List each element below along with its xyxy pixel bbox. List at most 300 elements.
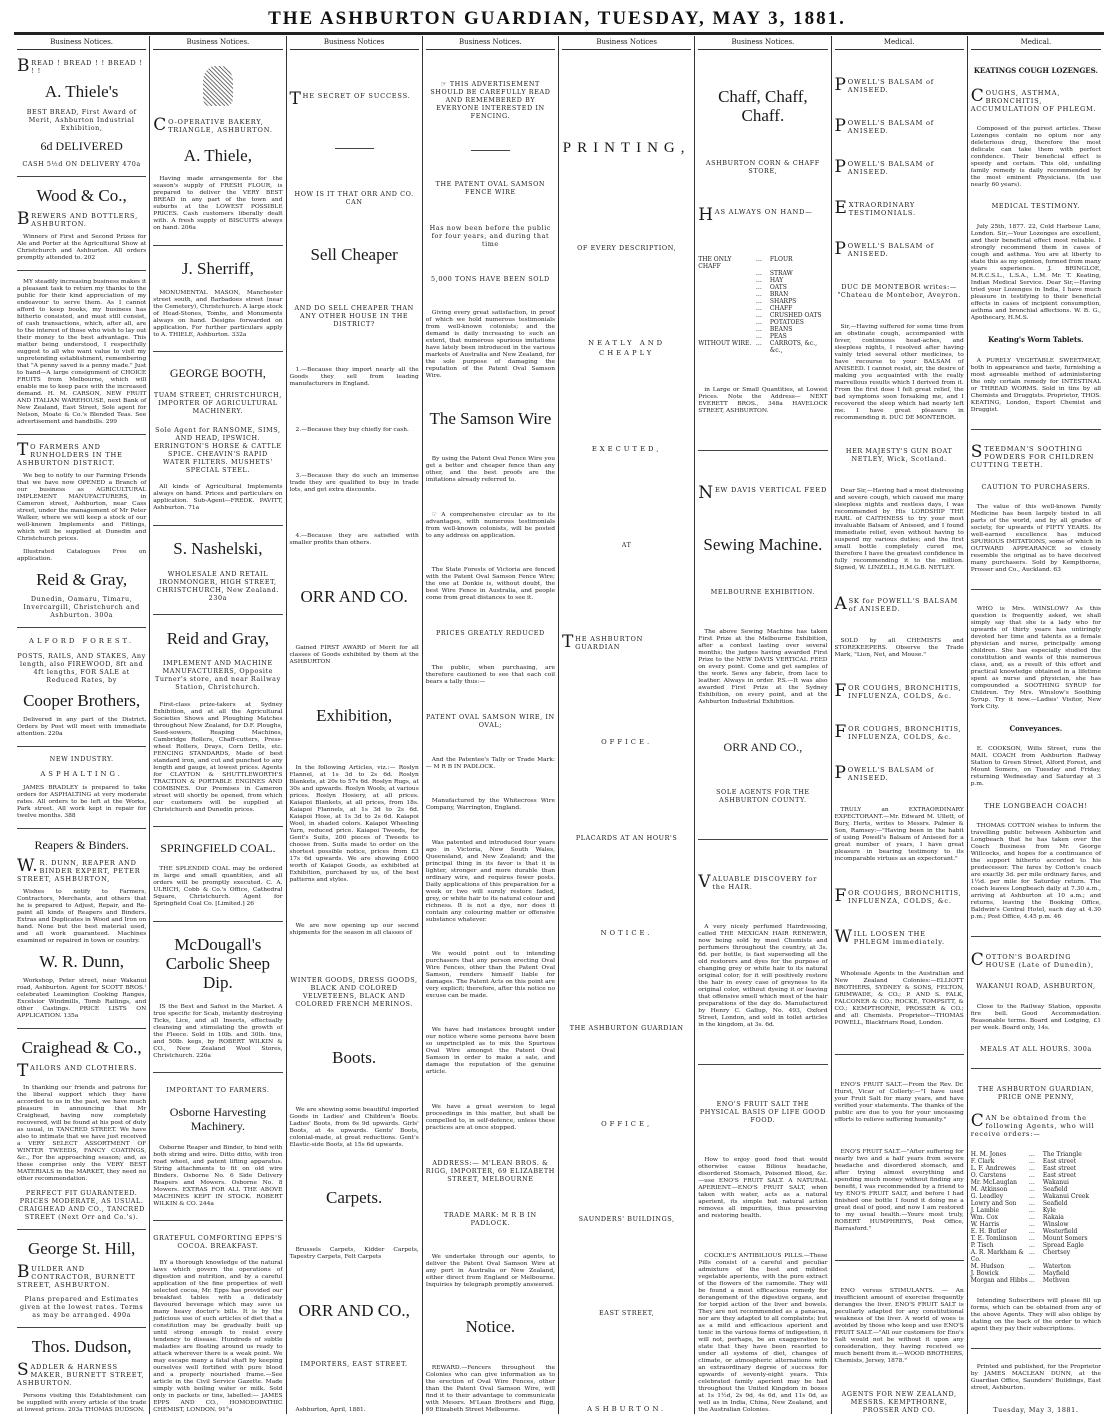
list-place: CRUSHED OATS <box>769 312 822 319</box>
divider <box>335 148 374 149</box>
advert-text: The State Forests of Victoria are fenced with the Patent Oval Samson Fence Wire; the one at Donkie is, without doubt, the best Wire Fence in Australia, and people come from great distances to see it. <box>425 567 555 602</box>
advert-text: OFFICE. <box>601 738 653 747</box>
advert-text: We are showing some beautiful imported Goods in Ladies' and Children's Boots. Ladies' Boots, from 6s 9d upwards. Girls' Boots, at 4s upwards. Gents' Boots, colonial-made, at great reductions. Gent's Elastic-side Boots, at 15s 6d upwards. <box>289 1106 419 1148</box>
advert-text: EAST STREET, <box>598 1309 655 1318</box>
leader-dots: … <box>1028 1207 1035 1215</box>
advert-headline: ORR AND CO., <box>298 1301 410 1321</box>
advert-text: PERFECT FIT GUARANTEED. PRICES MODERATE, AS USUAL. CRAIGHEAD AND CO., TANCRED STREET (Next Orr and Co.'s). <box>18 1188 145 1221</box>
advert-text: Workshop, Peter street, near Wakanui road, Ashburton. Agent for SCOTT BROS.' celebrated Leamington Cooking Ranges, Excelsior Windmills, Tomb Railings, and other Castings. PRICE LISTS ON APPLICATION. 135a <box>17 978 147 1019</box>
advert-text: JAMES BRADLEY is prepared to take orders for ASPHALTING at very moderate rates. All orders to be left at the Works, Park street. All work kept in repair for twelve months. 388 <box>17 785 147 820</box>
advert-text: A very nicely perfumed Hairdressing, called THE MEXICAN HAIR RENEWER, now being sold by most Chemists and perfumers throughout the country, at 3s. 6d. per bottle, is fast superseding all the old restorers and dyes for the purpose of changing grey or white hair to its natural original color, for it will positively restore the hair in every case of greyness to its original color, without dyeing it or leaving that offensive smell which most of the hair preparations of the day do. Manufactured by Henry C. Gallup, No. 493, Oxford Street, London, and sold in toilet articles in the kingdom, at 3s. 6d. <box>698 924 828 1028</box>
advert-text: IMPLEMENT AND MACHINE MANUFACTURERS, Opposite Turner's store, and near Railway Station, Christchurch. <box>154 659 281 691</box>
advert-text: AND DO SELL CHEAPER THAN ANY OTHER HOUSE IN THE DISTRICT? <box>294 304 414 329</box>
advert-text: HOW IS IT THAT ORR AND CO. CAN <box>294 189 414 206</box>
divider <box>835 1260 964 1261</box>
advert-text: How to enjoy good food that would otherwise cause Bilious headache, disordered Stomach, Poisoned Blood, &c.—use ENO'S FRUIT SALT. A NATURAL APERIENT.—ENO'S FRUIT SALT, when taken with water, acts as a natural aperient, its simple but natural action removes all impurities, thus preserving and restoring health. <box>698 1157 828 1219</box>
divider <box>971 936 1101 937</box>
leader-dots: … <box>1028 1165 1035 1173</box>
list-name <box>698 319 756 326</box>
advert-headline: Chaff, Chaff, Chaff. <box>718 87 808 125</box>
leader-dots: … <box>755 256 762 263</box>
list-place: POTATOES <box>769 319 804 326</box>
advert-text: We have had instances brought under our notice where some persons have been so unprincipled as to mix the Spurious Oval Wire amongst the Patent Oval Samson in order to make a sale, and damage the reputation of the genuine article. <box>425 1027 555 1076</box>
advert-text: Has now been before the public for four years, and during that time <box>429 223 552 248</box>
section-heading: Keating's Worm Tablets. <box>988 335 1084 345</box>
wheat-sheaf-illustration <box>203 66 233 106</box>
advert-subheadline: SPRINGFIELD COAL. <box>160 840 276 855</box>
leader-dots: … <box>755 298 762 305</box>
divider <box>17 627 146 628</box>
advert-headline: Thos. Dudson, <box>31 1336 132 1356</box>
advert-subheadline: GEORGE BOOTH, <box>169 365 266 380</box>
advert-headline: Wood & Co., <box>36 185 127 205</box>
advert-text: ASHBURTON. <box>587 1404 667 1413</box>
column-header: Business Notices <box>562 36 691 50</box>
advert-text: We beg to notify to our Farming Friends that we have now OPENED a Branch of our business as AGRICULTURAL IMPLEMENT MANUFACTURERS, in Cameron street, Ashburton, near Cass street, under the management of Mr Peter Walker, where we will keep a stock of our well-known Implements and Fittings, which will be supplied at Dunedin and Christchurch prices. <box>17 472 147 542</box>
advert-text: MY steadily increasing business makes it a pleasant task to return my thanks to the public for their kind appreciation of my endeavour to serve them. As I cannot afford to keep books, my business has hitherto consisted, and must still consist, of cash transactions, which, after all, are to the interest of those who wish to lay out their money to the best advantage. This matter being understood, I respectfully suggest to all who want value to visit my unpretending establishment, remembering that "A penny saved is a penny made." Just to hand—A large consignment of CHOICE FRUITS from Melbourne, which will enable me to keep pace with the increased demand. H. M. CARSON, NEW FRUIT AND ITALIAN WAREHOUSE, next Bank of New Zealand, East Street, Sole agent for Nelson, Moate & Co.'s Blended Teas. See advertisement and handbills. 299 <box>17 278 147 425</box>
advert-text: THE ASHBURTON GUARDIAN <box>562 632 644 653</box>
leader-dots: … <box>1028 1158 1035 1166</box>
leader-dots: … <box>1028 1263 1035 1271</box>
advert-text: ☞ A comprehensive circular as to its advantages, with numerous testimonials from well-known colonists, will be posted to any address on application. <box>425 511 555 539</box>
advert-text: FOR COUGHS, BRONCHITIS, INFLUENZA, COLDS, &c. <box>834 722 962 743</box>
advert-text: AT <box>621 540 632 549</box>
column-8 <box>968 36 1104 1414</box>
advert-text: Delivered in any part of the District. Orders by Post will meet with immediate attention. 220a <box>17 717 147 738</box>
list-place: CARROTS, &c., &c., <box>769 340 817 354</box>
advert-headline: The Samson Wire <box>429 408 552 428</box>
divider <box>698 1064 827 1065</box>
advert-text: By using the Patent Oval Fence Wire you get a better and cheaper fence than any other, and the best proofs are the imitations already referred to. <box>425 456 555 484</box>
divider <box>971 429 1101 430</box>
advert-text: First-class prize-takers at Sydney Exhibition, and at all the Agricultural Societies Shows and Ploughing Matches throughout New Zealand, for D.F. Ploughs, Seed-sowers, Reaping Machines, Cambridge Rollers, Chaff-cutters, Press-wheel Rollers, Drays, Corn Drills, etc. FENCING STANDARDS, Made of best standard iron, and cut and punched to any length and gauge, at lowest prices. Agents for CLAYTON & SHUTTLEWORTH'S TRACTION & PORTABLE ENGINES AND COMBINES. Our Premises in Cameron street will shortly be opened, from which our customers will be supplied at Christchurch and Dunedin prices. <box>153 701 283 813</box>
advert-headline: Sewing Machine. <box>703 535 823 554</box>
advert-text: Having made arrangements for the season's supply of FRESH FLOUR, is prepared to deliver the VERY BEST BREAD in any part of the town and suburbs at the LOWEST POSSIBLE PRICES. Cash customers liberally dealt with. A fresh supply of BISCUITS always on hand. 206a <box>153 176 283 231</box>
leader-dots: … <box>755 277 762 284</box>
agent-list <box>698 256 827 354</box>
advert-text: COCKLE'S ANTIBILIOUS PILLS.—These Pills consist of a careful and peculiar admixture of the best and mildest vegetable aperients, with the pure extract of the flowers of the camomile. They will be found a most efficacious remedy for derangement of the digestive organs, and for torpid action of the liver and bowels. They are not recommended as a panacea, nor are they adapted to all complaints; but as a mild and efficacious aperient and tonic in the various forms of indigestion, it will not, perhaps, be an exaggeration to state that they have been resorted to under all systems of diet, changes of climate, or atmospheric alternations with an extraordinary degree of success for upwards of seventy-eight years. This celebrated family aperient may be had throughout the United Kingdom in boxes at 1s 1½d, 2s 9d, 4s 6d, and 11s 0d, as well as in India, China, New Zealand, and the Australian Colonies. <box>698 1253 828 1413</box>
divider <box>17 176 146 177</box>
list-name: Lowry and Son <box>970 1200 1017 1208</box>
column-7 <box>832 36 968 1414</box>
list-name: M. Atkinson <box>970 1186 1008 1194</box>
leader-dots: … <box>1028 1249 1035 1257</box>
advert-text: OF EVERY DESCRIPTION, <box>577 243 677 252</box>
list-place: East street <box>1042 1165 1077 1173</box>
advert-text: Wholesale Agents in the Australian and New Zealand Colonies:—ELLIOTT BROTHERS, SYDNEY & SONS, FELTON, GRIMWADE, & CO.; P. AND S. FALK, FALCONER & CO.; ROCKE, TOMPSITT, & CO.; KEMPTHORNE, PROSSER & CO.; and all Chemists. Proprietor—THOMAS POWELL, Blackfriars Road, London. <box>834 970 964 1026</box>
divider <box>153 614 282 615</box>
advert-text: COUGHS, ASTHMA, BRONCHITIS, ACCUMULATION OF PHLEGM. <box>970 85 1097 113</box>
advert-text: 5,000 TONS HAVE BEEN SOLD <box>431 275 550 284</box>
list-place: STRAW <box>769 270 793 277</box>
leader-dots: … <box>1028 1200 1035 1208</box>
list-place: Winslow <box>1042 1221 1069 1229</box>
list-name: Wm. Cox <box>970 1214 999 1222</box>
leader-dots: … <box>755 326 762 333</box>
advert-text: ASHBURTON CORN & CHAFF STORE, <box>705 159 820 175</box>
advert-text: In the following Articles, viz.:— Roslyn Flannel, at 1s 3d to 2s 6d. Roslyn Blankets, at 20s to 57s 6d. Roslyn Rugs, at 30s and upwards. Roslyn Wools, at various prices. Roslyn Hosiery, at all prices. Kaiapoi Blankets, at all prices, from 18s. Kaiapoi Flannels, at 1s 3d to 2s 6d. Kaiapoi Hose, at 1s 3d to 2s 6d. Kaiapoi Wool, in shaded colors. Kaiapoi Wheeling Yarn, reduced price. Kaiapoi Tweeds, for Gent's Suits, 200 pieces of Tweeds to choose from. Suits made to order on the shortest possible notice, prices from £3 17s 6d upwards. We are showing £600 worth of Kaiapoi Goods, as exhibited at Exhibition, purchased by us, of the best patterns and styles. <box>289 765 419 884</box>
divider <box>971 1068 1101 1069</box>
agent-list <box>971 1151 1101 1284</box>
advert-text: EXECUTED, <box>591 445 662 454</box>
advert-text: A PURELY VEGETABLE SWEETMEAT, both in appearance and taste, furnishing a most agreeable method of administering the only certain remedy for INTESTINAL or THREAD WORMS. Sold in tins by all Chemists and Druggists. Proprietor, THOS. KEATING, London, Export Chemist and Druggist. <box>970 357 1101 413</box>
column-6 <box>695 36 831 1414</box>
list-place: Westerfield <box>1042 1228 1078 1236</box>
advert-text: MONUMENTAL MASON, Manchester street south, and Barbadoes street (near the Cemetery), Christchurch. A large stock of Head-Stones, Tombs, and Monuments always on hand. Designs forwarded on application. For further particulars apply to A. THIELE, Ashburton. 332a <box>153 289 283 338</box>
list-place: SHARPS <box>769 298 797 305</box>
leader-dots: … <box>1028 1221 1035 1229</box>
divider <box>17 1229 146 1230</box>
advert-headline: A. Thiele's <box>44 81 119 101</box>
advert-headline: George St. Hill, <box>27 1238 136 1258</box>
advert-headline: McDougall's Carbolic Sheep Dip. <box>165 935 271 992</box>
advert-text: THOMAS COTTON wishes to inform the travelling public between Ashburton and Longbeach that he has taken over the Coach Business from Mr. George Willcocks, and hopes for a continuance of the support hitherto accorded to his predecessor. The fares by Cotton's coach are exactly 3d. per mile ordinary fares, and 1½d. per mile for Saturday return. The coach leaves Longbeach daily at 7.30 a.m., arriving at Ashburton at 10 a.m.; and returns, leaving the Booking Office, Baldwin's Central Hotel, each day at 4.30 p.m.; Post Office, 4.45 p.m. 46 <box>970 823 1101 921</box>
advert-text: Close to the Railway Station, opposite fire bell. Good Accommodation. Reasonable terms. Board and Lodging, £1 per week. Board only, 14s. <box>970 1003 1101 1031</box>
advert-text: WHO is Mrs. WINSLOW? As this question is frequently asked, we shall simply say that she is a lady who for upwards of thirty years has untiringly devoted her time and talents as a female physician and nurse, principally among children. She has especially studied the constitution and wants of this numerous class, and, as a result of this effort and practical knowledge obtained in a lifetime spent as nurse and physician, she has compounded a SOOTHING SYRUP for Children. Try Mrs. Winslow's Soothing Syrup. Try it now.—Ladies' Visitor, New York City. <box>970 605 1101 710</box>
list-place: Kyle <box>1042 1207 1056 1215</box>
advert-text: WHOLESALE AND RETAIL IRONMONGER, HIGH STREET, CHRISTCHURCH, New Zealand. 230a <box>156 569 279 602</box>
divider <box>471 150 510 151</box>
advert-text: CASH 5½d ON DELIVERY 470a <box>22 159 141 168</box>
list-name: Morgan and Hibbs <box>970 1277 1028 1285</box>
advert-text: 4.—Because they are satisfied with smaller profits than others. <box>289 532 419 546</box>
advert-text: WILL LOOSEN THE PHLEGM immediately. <box>834 926 945 947</box>
advert-text: Plans prepared and Estimates given at the lowest rates. Terms as may be arranged. 490a <box>19 1294 144 1319</box>
column-3 <box>287 36 423 1414</box>
leader-dots: … <box>1028 1277 1035 1285</box>
advert-text: BEST BREAD, First Award of Merit, Ashburton Industrial Exhibition, <box>26 107 137 132</box>
advert-headline: Carpets. <box>326 1188 383 1208</box>
advert-text: ADDRESS:— M'LEAN BROS. & RIGG, IMPORTER, 69 ELIZABETH STREET, MELBOURNE <box>425 1159 555 1184</box>
column-header: Medical. <box>971 36 1101 50</box>
divider <box>153 1072 282 1073</box>
advert-text: Winners of First and Second Prizes for Ale and Porter at the Agricultural Show at Christchurch and Ashburton. All orders promptly attended to. 202 <box>17 233 147 261</box>
advert-headline: Boots. <box>332 1047 377 1067</box>
column-1 <box>14 36 150 1414</box>
divider <box>153 525 282 526</box>
divider <box>17 1327 146 1328</box>
column-4 <box>423 36 559 1414</box>
list-place: Spread Eagle <box>1042 1242 1084 1250</box>
advert-text: NEW INDUSTRY. <box>49 755 114 764</box>
list-name <box>698 284 756 291</box>
advert-headline: Sell Cheaper <box>310 245 398 265</box>
list-name: J. Lambie <box>970 1207 1000 1215</box>
newspaper-columns <box>14 36 1104 1414</box>
list-place: Wakanui Creek <box>1042 1193 1090 1201</box>
leader-dots: … <box>1028 1228 1035 1236</box>
list-name: T. E. Tomlinson <box>970 1235 1017 1243</box>
advert-text: BREAD ! BREAD ! ! BREAD ! ! ! <box>17 55 143 76</box>
list-place: Chertsey <box>1042 1249 1071 1257</box>
advert-text: TAILORS AND CLOTHIERS. <box>17 1060 138 1081</box>
column-header: Business Notices. <box>698 36 827 50</box>
advert-text: Composed of the purest articles. These Lozenges contain no opium nor any deleterious drug, therefore the most delicate can take them with perfect confidence. Their beneficial effect is speedy and certain. This old, unfailing family remedy is daily recommended by the most eminent Physicians. (In use nearly 60 years). <box>970 126 1101 189</box>
advert-subheadline: ORR AND CO., <box>723 740 803 754</box>
advert-text: THE LONGBEACH COACH! <box>984 801 1088 810</box>
advert-text: DUC DE MONTEBOR writes:— "Chateau de Montebor, Aveyron. <box>837 283 961 300</box>
advert-headline: Reid and Gray, <box>166 628 270 648</box>
advert-text: THE ASHBURTON GUARDIAN <box>569 1024 684 1033</box>
leader-dots: … <box>755 291 762 298</box>
column-header: Business Notices <box>290 36 419 50</box>
list-name <box>698 333 756 340</box>
advert-text: IMPORTERS, EAST STREET. <box>300 1360 408 1369</box>
advert-text: Dunedin, Oamaru, Timaru, Invercargill, Christchurch and Ashburton. 300a <box>23 595 140 620</box>
list-place: OATS <box>769 284 787 291</box>
list-place: Rakaia <box>1042 1214 1064 1222</box>
advert-text: The above Sewing Machine has taken First Prize at the Melbourne Exhibition, after a contest lasting over several months; the judges having awarded First Prize to the NEW DAVIS VERTICAL FEED on every point. Come and get samples of the work. Sews any fabric, from lace to leather. Always in order. P.S.—It was also awarded First Prize at the Sydney Exhibition, on every point, and at the Ashburton Industrial Exhibition. <box>698 629 828 705</box>
advert-text: AGENTS FOR NEW ZEALAND, MESSRS. KEMPTHORNE, PROSSER AND CO. <box>841 1389 957 1414</box>
advert-text: CAN be obtained from the following Agents, who will receive orders:— <box>970 1110 1095 1138</box>
leader-dots: … <box>1028 1179 1035 1187</box>
advert-text: PLACARDS AT AN HOUR'S <box>575 833 678 842</box>
divider <box>835 1054 964 1055</box>
advert-text: SAUNDERS' BUILDINGS, <box>578 1215 675 1224</box>
list-place: Methven <box>1042 1277 1070 1285</box>
advert-text: MEDICAL TESTIMONY. <box>991 202 1081 211</box>
advert-text: Gained FIRST AWARD of Merit for all classes of Goods exhibited by them at the ASHBURTON <box>289 645 419 666</box>
list-name: E. H. Butler <box>970 1228 1008 1236</box>
advert-text: Dear Sir,—Having had a most distressing and severe cough, which caused me many sleepless nights and restless days, I was recommended by His LORDSHIP THE EARL of CAITHNESS to try your most invaluable Balsam of Aniseed, and I found immediate relief, even without having to suspend my various duties; and the first small bottle completely cured me, therefore I have the greatest confidence in fully recommending it to the million. Signed, W. LINZELL, H.M.G.B. NETLEY. <box>834 488 964 572</box>
list-name <box>698 277 756 284</box>
advert-headline: W. R. Dunn, <box>39 952 125 972</box>
list-name: Mr. McLauglan <box>970 1179 1018 1187</box>
advert-text: Osborne Reaper and Binder, to bind with both string and wire. Ditto ditto, with iron road wheel, and patent lifting apparatus. String attachments to fit on old wire Binders. Osborne No. 6 Side Delivery Reapers and Mowers. Osborne No. 8 Mowers. EXTRAS FOR ALL THE ABOVE MACHINES KEPT IN STOCK. ROBERT WILKIN & CO. 244a <box>153 1144 283 1207</box>
advert-text: HER MAJESTY'S GUN BOAT NETLEY, Wick, Scotland. <box>845 447 953 464</box>
advert-text: PATENT OVAL SAMSON WIRE, IN OVAL; <box>426 713 555 730</box>
advert-text: Illustrated Catalogues Free on application. <box>17 548 147 562</box>
advert-text: Brussels Carpets, Kidder Carpets, Tapestry Carpets, Felt Carpets <box>289 1247 419 1261</box>
advert-text: ENO'S FRUIT SALT.—From the Rev. Dr. Hurst, Vicar of Collerly:—"I have used your Fruit Salt for many years, and have verified your statements. The thanks of the public are due to you for your unceasing efforts to relieve suffering humanity." <box>834 1081 964 1123</box>
leader-dots: … <box>1028 1242 1035 1250</box>
leader-dots: … <box>755 270 762 277</box>
divider <box>153 921 282 922</box>
leader-dots: … <box>1028 1193 1035 1201</box>
list-place: BEANS <box>769 326 793 333</box>
advert-text: POWELL'S BALSAM of ANISEED. <box>834 116 935 137</box>
column-5 <box>559 36 695 1414</box>
advert-text: Intending Subscribers will please fill up forms, which can be obtained from any of the above Agents. They will also oblige by stating on the back of the order to which agent they pay their subscriptions. <box>970 1297 1101 1332</box>
advert-text: BREWERS AND BOTTLERS, ASHBURTON. <box>17 208 138 229</box>
advert-text: VALUABLE DISCOVERY for the HAIR. <box>698 872 818 892</box>
advert-text: ALFORD FOREST. <box>29 637 135 646</box>
list-place: East street <box>1042 1158 1077 1166</box>
advert-text: WAKANUI ROAD, ASHBURTON, <box>976 982 1096 991</box>
advert-text: FOR COUGHS, BRONCHITIS, INFLUENZA, COLDS, &c. <box>834 885 962 906</box>
list-place: BRAN <box>769 291 789 298</box>
leader-dots: … <box>755 284 762 291</box>
advert-text: Sir,—Having suffered for some time from an obstinate cough, accompanied with fever, continuous head-aches, and sleepless nights, I resolved after having vainly tried several other medicines, to have recourse to your BALSAM of ANISEED. I cannot resist, sir, the desire of making you acquainted with the really marvellous results which I derived from it. From the first dose I felt great relief, the bad symptoms soon forsaking me, and I recovered the sleep which had nearly left me. I have great pleasure in recommending it. DUC DE MONTEBOR. <box>834 324 964 422</box>
advert-text: WINTER GOODS, DRESS GOODS, BLACK AND COLORED VELVETEENS, BLACK AND COLORED FRENCH MERINOS. <box>290 975 418 1008</box>
advert-text: POWELL'S BALSAM of ANISEED. <box>834 763 935 784</box>
advert-text: ASK for POWELL'S BALSAM of ANISEED. <box>834 594 959 615</box>
advert-text: NEW DAVIS VERTICAL FEED <box>698 483 828 503</box>
list-name <box>698 305 756 312</box>
list-place: FLOUR <box>769 256 793 263</box>
advert-text: IMPORTANT TO FARMERS. <box>166 1085 270 1094</box>
leader-dots: … <box>755 305 762 312</box>
list-place: CHAFF <box>769 305 793 312</box>
advert-headline: Reid & Gray, <box>36 569 128 589</box>
divider <box>17 270 146 271</box>
advert-text: ☞ THIS ADVERTISEMENT SHOULD BE CAREFULLY READ AND REMEMBERED BY EVERYONE INTERESTED IN FENCING. <box>430 80 551 121</box>
advert-text: ASPHALTING. <box>40 770 123 779</box>
divider <box>153 351 282 352</box>
list-name: WITHOUT WIRE. <box>698 340 752 347</box>
advert-text: We undertake through our agents, to deliver the Patent Oval Samson Wire at any port in Australia or New Zealand, either direct from England or Melbourne. Inquiries by telegraph promptly answered. <box>425 1253 555 1288</box>
advert-text: The public, when purchasing, are therefore cautioned to see that each coil bears a tally thus:— <box>425 664 555 685</box>
divider <box>698 839 827 840</box>
divider <box>17 1028 146 1029</box>
leader-dots: … <box>1028 1172 1035 1180</box>
advert-text: MELBOURNE EXHIBITION. <box>710 588 816 596</box>
advert-text: COTTON'S BOARDING HOUSE (Late of Dunedin), <box>970 949 1094 970</box>
advert-text: in Large or Small Quantities, at Lowest Prices. Note the Address— NEXT EVERETT BROS., 348a HAVELOCK STREET, ASHBURTON. <box>698 387 828 414</box>
section-heading: KEATINGS COUGH LOZENGES. <box>973 66 1098 76</box>
advert-headline: S. Nashelski, <box>173 539 263 558</box>
advert-text: CAUTION TO PURCHASERS. <box>981 482 1091 491</box>
divider <box>17 746 146 747</box>
list-place: Mount Somers <box>1042 1235 1088 1243</box>
advert-text: POSTS, RAILS, AND STAKES, Any length, also FIREWOOD, 8ft and 4ft lengths, FOR SALE at Reduced Rates, by <box>17 652 146 685</box>
advert-text: ENO'S FRUIT SALT THE PHYSICAL BASIS OF LIFE GOOD FOOD. <box>699 1100 826 1124</box>
advert-text: SADDLER & HARNESS MAKER, BURNETT STREET, ASHBURTON. <box>17 1359 145 1387</box>
advert-text: REWARD.—Fencers throughout the Colonies who can give information as to the erection of Oval Wire Fences, other than the Patent Oval Samson Wire, will find it to their advantage to communicate with Messrs. M'Lean Brothers and Rigg, 69 Elizabeth Street Melbourne. <box>425 1364 555 1413</box>
advert-text: W.R. DUNN, REAPER AND BINDER EXPERT, PETER STREET, ASHBURTON, <box>17 856 141 884</box>
advert-text: Ashburton, April, 1881. <box>295 1406 366 1413</box>
list-name: M. Hudson <box>970 1263 1005 1271</box>
leader-dots: … <box>755 340 762 347</box>
list-name: THE ONLY CHAFF <box>698 256 732 270</box>
list-name <box>698 270 756 277</box>
list-place: The Triangle <box>1042 1151 1082 1159</box>
leader-dots: … <box>755 312 762 319</box>
list-name: G. Leadley <box>970 1193 1003 1201</box>
advert-text: TUAM STREET, CHRISTCHURCH, IMPORTER OF AGRICULTURAL MACHINERY. <box>153 391 282 415</box>
advert-text: And the Patentee's Tally or Trade Mark:— M R B IN PADLOCK. <box>425 756 555 770</box>
advert-text: THE SECRET OF SUCCESS. <box>289 88 411 109</box>
advert-text: THE PATENT OVAL SAMSON FENCE WIRE <box>435 180 546 197</box>
advert-headline: J. Sherriff, <box>181 259 254 278</box>
advert-text: July 25th, 1877. 22, Cold Harbour Lane, London. Sir,—Your Lozenges are excellent, and their beneficial effect most reliable. I strongly recommend them in cases of cough and asthma. You are at liberty to state this as my opinion, formed from many years experience. J. BRINGLOE, M.R.C.S.L., L.S.A., L.M. Mr. T. Keating, Indian Medical Service. Dear Sir,—Having tried your Lozenges in India, I have much pleasure in testifying to their beneficial effects in cases of incipient consumption, asthma and bronchial affections. W. B. G., Apothecary, H.M.S. <box>970 223 1101 321</box>
advert-text: 1.—Because they import nearly all the Goods they sell from leading manufacturers in England. <box>289 367 419 388</box>
list-name: W. Harris <box>970 1221 1000 1229</box>
advert-headline: Cooper Brothers, <box>23 691 141 711</box>
leader-dots: … <box>1028 1186 1035 1194</box>
advert-text: THE SPLENDID COAL may be ordered in large and small quantities, and all orders will be promptly executed. C. A. ULRICH, Cobb & Co.'s Office, Cathedral Square, Christchurch. Agent for Springfield Coal Co. [Limited.] 26 <box>153 866 283 907</box>
advert-text: CO-OPERATIVE BAKERY, TRIANGLE, ASHBURTON. <box>153 115 273 135</box>
advert-subheadline: Reapers & Binders. <box>34 838 129 853</box>
advert-text: ENO versus STIMULANTS. — An insufficient amount of exercise frequently deranges the liver. ENO'S FRUIT SALT is peculiarly adapted for any constitutional weakness of the liver. A world of woes is avoided by those who keep and use ENO'S FRUIT SALT.—"All our customers for Eno's Salt would not be without it upon any consideration, they having received so much benefit from it.—WOOD BROTHERS, Chemists, Jersey, 1878." <box>834 1287 964 1364</box>
advert-text: Wishes to notify to Farmers, Contractors, Merchants, and others that he is prepared to Adjust, Repair, and Re-paint all kinds of Reapers and Binders. Extras and Duplicates in Wood and Iron on hand. None but the best material used, and all work guaranteed. Machines examined or repaired in town or country. <box>17 889 147 945</box>
advert-text: POWELL'S BALSAM of ANISEED. <box>834 157 935 178</box>
advert-text: THE ASHBURTON GUARDIAN, PRICE ONE PENNY, <box>977 1084 1094 1101</box>
column-header: Medical. <box>835 36 964 50</box>
advert-text: POWELL'S BALSAM of ANISEED. <box>834 75 935 96</box>
list-name <box>698 298 756 305</box>
advert-text: BY a thorough knowledge of the natural laws which govern the operations of digestion and nutrition, and by a careful application of the fine properties of well selected cocoa, Mr. Epps has provided our breakfast tables with a delicately flavoured beverage which may save us many heavy doctor's bills. It is by the judicious use of such articles of diet that a constitution may be gradually built up until strong enough to resist every tendency to disease. Hundreds of subtle maladies are floating around us ready to attack wherever there is a weak point. We may escape many a fatal shaft by keeping ourselves well fortified with pure blood and a properly nourished frame.—See article in the Civil Service Gazette. Made simply with boiling water or milk. Sold only in packets or tins, labelled:— JAMES EPPS AND CO., HOMOEOPATHIC CHEMIST, LONDON. 91°a <box>153 1260 283 1413</box>
advert-headline: Exhibition, <box>316 706 393 726</box>
list-name: L. F. Andrewes <box>970 1165 1016 1173</box>
list-place: Seafield <box>1042 1186 1068 1194</box>
column-header: Business Notices. <box>153 36 282 50</box>
advert-text: Printed and published, for the Proprietor by JAMES MACLEAN DUNN, at the Guardian Office, Saunders' Buildings, East street, Ashburton. <box>970 1364 1101 1392</box>
list-place: PEAS <box>769 333 787 340</box>
advert-text: EXTRAORDINARY TESTIMONIALS. <box>834 198 916 219</box>
advert-text: POWELL'S BALSAM of ANISEED. <box>834 239 935 260</box>
list-place: East street <box>1042 1172 1077 1180</box>
leader-dots: … <box>1028 1214 1035 1222</box>
column-2 <box>150 36 286 1414</box>
advert-text: IS the Best and Safest in the Market. A true specific for Scab, instantly destroying Ticks, Lice, and all Insects, effectually cleansing and stimulating the growth of the Fleece. Sold in 10lb. and 30lb. tins, and 50lb. kegs, by ROBERT WILKIN & CO., New Zealand Wool Stores, Christchurch. 226a <box>153 1003 283 1059</box>
list-name <box>698 326 756 333</box>
advert-text: Tuesday, May 3, 1881. <box>993 1405 1079 1414</box>
advert-text: Manufactured by the Whitecross Wire Company, Warrington, England. <box>425 798 555 812</box>
advert-headline: Craighead & Co., <box>21 1037 142 1057</box>
section-heading: Conveyances. <box>1009 724 1063 734</box>
advert-text: STEEDMAN'S SOOTHING POWDERS FOR CHILDREN CUTTING TEETH. <box>970 442 1095 470</box>
advert-headline: A. Thiele, <box>183 145 252 165</box>
divider <box>153 1220 282 1221</box>
advert-text: The value of this well-known Family Medicine has been largely tested in all parts of the world, and by all grades of society, for upwards of FIFTY YEARS. Its well-earned excellence has induced SPURIOUS IMITATIONS, some of which in OUTWARD APPEARANCE so closely resemble the original as to have deceived many purchasers. Sold by Kempthorne, Prosser and Co., Auckland. 63 <box>970 503 1101 573</box>
list-name: A. R. Markham & Co. <box>970 1249 1024 1264</box>
advert-text: We would point out to intending purchasers that any person erecting Oval Wire Fences, other than the Patent Oval Samson, renders himself liable for damages. The Patent Acts on this point are very explicit; therefore, after this notice no excuse can be made. <box>425 950 555 999</box>
advert-text: NEATLY AND CHEAPLY <box>588 339 666 358</box>
advert-text: Giving every great satisfaction, in proof of which we hold numerous testimonials from well-known colonists; and the demand is daily increasing to such an extent, that numerous spurious imitations have lately been introduced in the various markets of Australia and New Zealand, for the sole purpose of damaging the reputation of the Patent Oval Samson Wire. <box>425 310 555 380</box>
advert-text: All kinds of Agricultural Implements always on hand. Prices and particulars on application. Sub-Agent—FREDK. PAVITT, Ashburton. 71a <box>153 484 283 511</box>
divider <box>17 828 146 829</box>
advert-text: In thanking our friends and patrons for the liberal support which they have accorded to us in the past, we have much pleasure in announcing that Mr Craighead, having now completely recovered, will be found at his post of duty as usual, in TANCRED STREET. We have also to intimate that we have just received a VERY SELECT ASSORTMENT OF WINTER TWEEDS, FANCY COATINGS, &c., For the approaching season; and, as these comprise only the VERY BEST MATERIALS in the MARKET, they need no other recommendation. <box>17 1084 147 1182</box>
leader-dots: … <box>755 333 762 340</box>
leader-dots: … <box>755 319 762 326</box>
list-name: F. Clark <box>970 1158 995 1166</box>
divider <box>17 434 146 435</box>
advert-text: Was patented and introduced four years ago in Victoria, New South Wales, Queensland, and New Zealand; and the principal thing in its favor is that it is lighter, stronger and more durable than ordinary wire, and requires fewer posts. Daily applications of this preparation for a week or two will surely restore faded, grey, or white hair to its natural colour and richness. It is not a dye, nor does it contain any colouring matter or offensive substance whatever. <box>425 839 555 923</box>
advert-text: SOLD by all CHEMISTS and STOREKEEPERS. Observe the Trade Mark, "Lion, Net, and Mouse." <box>834 638 964 659</box>
column-header: Business Notices. <box>17 36 146 50</box>
advert-text: OFFICE, <box>601 1119 653 1128</box>
masthead-title: THE ASHBURTON GUARDIAN, TUESDAY, MAY 3, 1881. <box>268 8 846 29</box>
advert-text: PRICES GREATLY REDUCED <box>436 629 545 638</box>
advert-text: SOLE AGENTS FOR THE ASHBURTON COUNTY. <box>716 788 810 804</box>
advert-text: TO FARMERS AND RUNHOLDERS IN THE ASHBURTON DISTRICT. <box>17 439 123 467</box>
divider <box>971 1348 1101 1349</box>
advert-text: Persons visiting this Establishment can be supplied with every article of the trade at lowest prices. 203a THOMAS DUDSON. <box>17 1392 147 1413</box>
advert-text: NOTICE. <box>600 929 653 938</box>
list-name: P. Tisch <box>970 1242 994 1250</box>
advert-text: ENO'S FRUIT SALT.—"After suffering for nearly two and a half years from severe headache and disordered stomach, and after trying almost everything and spending much money without finding any benefit, I was recommended by a friend to try ENO'S FRUIT SALT, and before I had finished one bottle I found it doing me a great deal of good, and now I am restored to my usual health.—Yours most truly, ROBERT HUMPHREYS, Post Office, Barrasford." <box>834 1148 964 1232</box>
advert-text: 3.—Because they do such an immense trade they are qualified to buy in trade lots, and get extra discounts. <box>289 472 419 493</box>
list-place: Mayfield <box>1042 1270 1070 1278</box>
list-place: Waterton <box>1042 1263 1071 1271</box>
list-name <box>698 291 756 298</box>
list-name: O. Carstens <box>970 1172 1007 1180</box>
advert-text: TRADE MARK: M R B IN PADLOCK. <box>444 1210 537 1227</box>
divider <box>153 826 282 827</box>
display-heading: PRINTING, <box>562 140 691 157</box>
advert-text: 2.—Because they buy chiefly for cash. <box>295 427 409 434</box>
advert-subheadline: 6d DELIVERED <box>40 138 123 153</box>
divider <box>698 450 827 451</box>
list-name: H. M. Jones <box>970 1151 1007 1159</box>
advert-text: FOR COUGHS, BRONCHITIS, INFLUENZA, COLDS, &c. <box>834 681 962 702</box>
leader-dots: … <box>1028 1235 1035 1243</box>
list-place: HAY <box>769 277 784 284</box>
advert-text: HAS ALWAYS ON HAND— <box>698 205 813 225</box>
list-name: J. Bowick <box>970 1270 999 1278</box>
leader-dots: … <box>1028 1151 1035 1159</box>
